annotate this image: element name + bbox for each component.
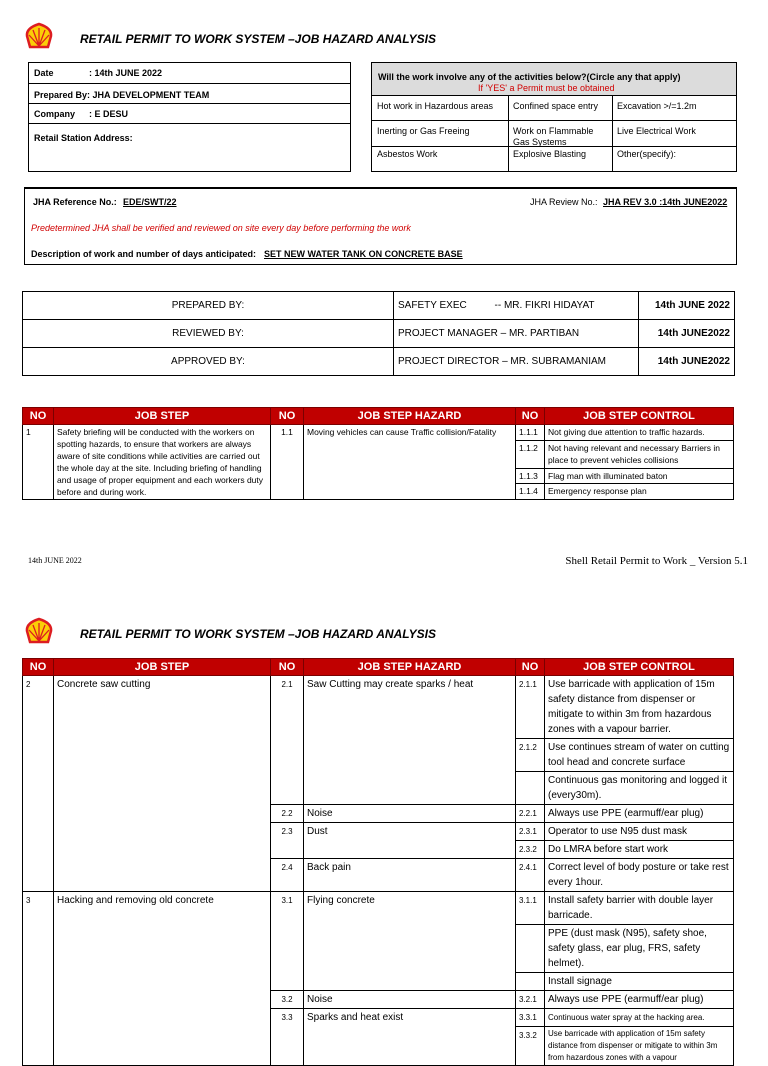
table-row <box>23 676 734 739</box>
control-text: Emergency response plan <box>545 484 734 500</box>
hazard-no: 3.2 <box>271 991 304 1009</box>
activity-live-electrical[interactable]: Live Electrical Work <box>617 126 696 136</box>
activity-excavation[interactable]: Excavation >/=1.2m <box>617 101 697 111</box>
signoff-name: PROJECT MANAGER – MR. PARTIBAN <box>394 320 639 348</box>
control-text: Use barricade with application of 15m safety distance from dispenser or mitigate to within 3m from hazardous zones with a vapour barrier. <box>545 676 734 739</box>
control-no: 1.1.3 <box>516 468 545 484</box>
signoff-role: APPROVED BY: <box>23 348 394 376</box>
hazard-no: 2.3 <box>271 823 304 859</box>
hazard-no: 3.3 <box>271 1009 304 1066</box>
description-label: Description of work and number of days anticipated: <box>31 249 257 259</box>
control-text: Install signage <box>545 973 734 991</box>
step-text: Concrete saw cutting <box>54 676 271 892</box>
date-value: : 14th JUNE 2022 <box>89 68 163 78</box>
hazard-no: 2.1 <box>271 676 304 805</box>
control-no: 2.1.1 <box>516 676 545 739</box>
header-no: NO <box>271 408 304 425</box>
control-no <box>516 772 545 805</box>
company-label: Company <box>34 109 76 119</box>
header-no: NO <box>23 659 54 676</box>
header-hazard: JOB STEP HAZARD <box>304 408 516 425</box>
activity-inerting[interactable]: Inerting or Gas Freeing <box>377 126 470 136</box>
control-text: Operator to use N95 dust mask <box>545 823 734 841</box>
header-no: NO <box>23 408 54 425</box>
signoff-name: PROJECT DIRECTOR – MR. SUBRAMANIAM <box>394 348 639 376</box>
station-address-label: Retail Station Address: <box>34 133 133 143</box>
control-no: 1.1.1 <box>516 425 545 441</box>
control-no: 2.3.1 <box>516 823 545 841</box>
shell-logo-icon <box>24 617 54 643</box>
step-text: Safety briefing will be conducted with the workers on spotting hazards, to ensure that workers are always aware of site conditions while activities are carried out the whole day at the site. Including briefing of handling and usage of proper equipment and each workers duty before and during work. <box>54 425 271 500</box>
document-title: RETAIL PERMIT TO WORK SYSTEM –JOB HAZARD ANALYSIS <box>80 32 437 46</box>
control-no: 1.1.2 <box>516 440 545 468</box>
control-no: 3.1.1 <box>516 892 545 925</box>
hazard-text: Dust <box>304 823 516 859</box>
jha-ref-label: JHA Reference No.: <box>33 197 117 207</box>
control-no: 2.3.2 <box>516 841 545 859</box>
signoff-role: REVIEWED BY: <box>23 320 394 348</box>
step-no: 2 <box>23 676 54 892</box>
control-text: Flag man with illuminated baton <box>545 468 734 484</box>
hazard-text: Noise <box>304 805 516 823</box>
control-no <box>516 973 545 991</box>
control-text: Continuous gas monitoring and logged it (every30m). <box>545 772 734 805</box>
activity-asbestos[interactable]: Asbestos Work <box>377 149 438 159</box>
table-row <box>23 425 734 441</box>
header-no: NO <box>271 659 304 676</box>
activity-explosive-blasting[interactable]: Explosive Blasting <box>513 149 587 159</box>
control-no: 2.2.1 <box>516 805 545 823</box>
signoff-role: PREPARED BY: <box>23 292 394 320</box>
hazard-text: Noise <box>304 991 516 1009</box>
activity-confined-space[interactable]: Confined space entry <box>513 101 599 111</box>
control-no: 2.1.2 <box>516 739 545 772</box>
hazard-text: Back pain <box>304 859 516 892</box>
control-text: Correct level of body posture or take rest every 1hour. <box>545 859 734 892</box>
activities-header <box>371 62 737 96</box>
header-control: JOB STEP CONTROL <box>545 659 734 676</box>
jha-review-value: JHA REV 3.0 :14th JUNE2022 <box>603 197 728 207</box>
activity-other[interactable]: Other(specify): <box>617 149 677 159</box>
signoff-row <box>23 292 735 320</box>
signoff-date: 14th JUNE2022 <box>639 320 735 348</box>
control-no: 1.1.4 <box>516 484 545 500</box>
control-no: 3.2.1 <box>516 991 545 1009</box>
header-no: NO <box>516 408 545 425</box>
signoff-row <box>23 348 735 376</box>
footer-version: Shell Retail Permit to Work _ Version 5.1 <box>565 555 748 567</box>
control-no: 3.3.1 <box>516 1009 545 1027</box>
control-text: Not giving due attention to traffic hazards. <box>545 425 734 441</box>
jha-table-1 <box>22 407 734 500</box>
activity-flammable-gas[interactable]: Work on Flammable Gas Systems <box>513 126 594 147</box>
control-text: Install safety barrier with double layer barricade. <box>545 892 734 925</box>
shell-logo-icon <box>24 22 54 48</box>
header-hazard: JOB STEP HAZARD <box>304 659 516 676</box>
permit-note: If 'YES' a Permit must be obtained <box>478 83 615 93</box>
prepared-by: Prepared By: JHA DEVELOPMENT TEAM <box>34 90 210 100</box>
signoff-name: SAFETY EXEC -- MR. FIKRI HIDAYAT <box>394 292 639 320</box>
verification-warning: Predetermined JHA shall be verified and reviewed on site every day before performing the work <box>31 223 411 233</box>
description-value: SET NEW WATER TANK ON CONCRETE BASE <box>264 249 463 259</box>
table-row <box>23 892 734 925</box>
company-value: : E DESU <box>89 109 129 119</box>
control-text: Use barricade with application of 15m safety distance from dispenser or mitigate to within 3m from hazardous zones with a vapour <box>545 1027 734 1066</box>
control-text: Not having relevant and necessary Barriers in place to prevent vehicles collisions <box>545 440 734 468</box>
control-no <box>516 925 545 973</box>
step-no: 1 <box>23 425 54 500</box>
activities-question: Will the work involve any of the activities below?(Circle any that apply) <box>378 72 681 82</box>
hazard-no: 1.1 <box>271 425 304 500</box>
hazard-no: 2.2 <box>271 805 304 823</box>
step-text: Hacking and removing old concrete <box>54 892 271 1066</box>
hazard-text: Moving vehicles can cause Traffic collision/Fatality <box>304 425 516 500</box>
signoff-table <box>22 291 735 376</box>
document-title: RETAIL PERMIT TO WORK SYSTEM –JOB HAZARD ANALYSIS <box>80 627 437 641</box>
header-job-step: JOB STEP <box>54 659 271 676</box>
header-control: JOB STEP CONTROL <box>545 408 734 425</box>
header-no: NO <box>516 659 545 676</box>
control-no: 2.4.1 <box>516 859 545 892</box>
hazard-no: 2.4 <box>271 859 304 892</box>
reference-box <box>24 187 737 265</box>
hazard-text: Saw Cutting may create sparks / heat <box>304 676 516 805</box>
control-text: Continuous water spray at the hacking area. <box>545 1009 734 1027</box>
control-text: Always use PPE (earmuff/ear plug) <box>545 805 734 823</box>
activities-grid <box>371 96 737 172</box>
header-job-step: JOB STEP <box>54 408 271 425</box>
activity-hot-work[interactable]: Hot work in Hazardous areas <box>377 101 494 111</box>
signoff-row <box>23 320 735 348</box>
jha-review-label: JHA Review No.: <box>530 197 598 207</box>
hazard-text: Flying concrete <box>304 892 516 991</box>
footer-date: 14th JUNE 2022 <box>28 556 82 565</box>
signoff-date: 14th JUNE 2022 <box>639 292 735 320</box>
hazard-no: 3.1 <box>271 892 304 991</box>
step-no: 3 <box>23 892 54 1066</box>
jha-ref-value: EDE/SWT/22 <box>123 197 177 207</box>
info-box <box>28 62 351 172</box>
control-text: Use continues stream of water on cutting tool head and concrete surface <box>545 739 734 772</box>
control-text: Do LMRA before start work <box>545 841 734 859</box>
jha-table-2 <box>22 658 734 1066</box>
control-text: PPE (dust mask (N95), safety shoe, safety glass, ear plug, FRS, safety helmet). <box>545 925 734 973</box>
control-text: Always use PPE (earmuff/ear plug) <box>545 991 734 1009</box>
signoff-date: 14th JUNE2022 <box>639 348 735 376</box>
date-label: Date <box>34 68 54 78</box>
control-no: 3.3.2 <box>516 1027 545 1066</box>
hazard-text: Sparks and heat exist <box>304 1009 516 1066</box>
